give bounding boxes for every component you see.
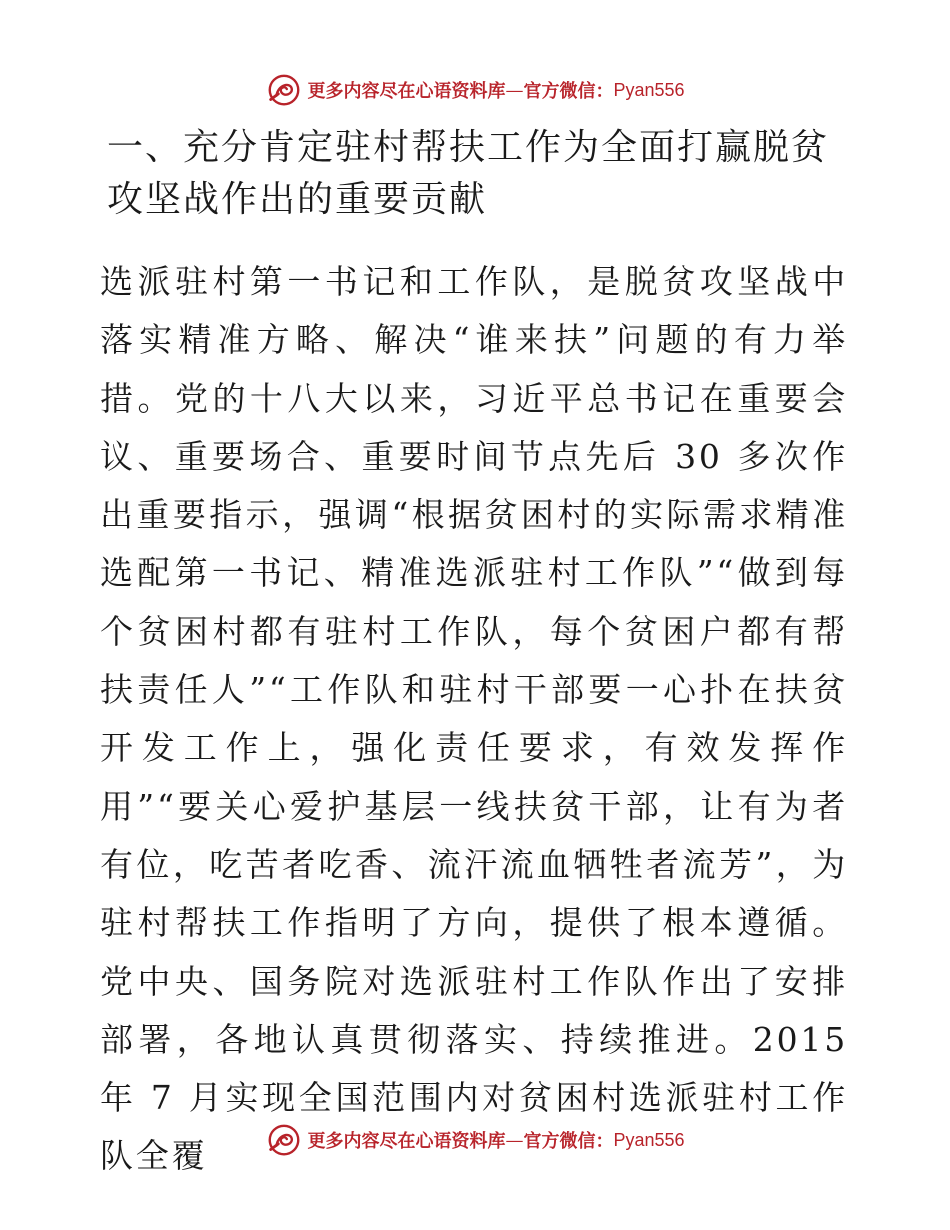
- banner-wechat-label: 官方微信：: [523, 1131, 614, 1152]
- footer-banner: [0, 1118, 950, 1162]
- section-heading: 一、充分肯定驻村帮扶工作为全面打赢脱贫攻坚战作出的重要贡献: [107, 127, 830, 220]
- banner-wechat-id: Pyan556: [613, 79, 685, 100]
- banner-wechat-label: 官方微信：: [523, 81, 614, 102]
- swirl-logo-icon: [265, 1121, 303, 1159]
- banner-wechat-id: Pyan556: [613, 1129, 685, 1150]
- body-paragraph: 选派驻村第一书记和工作队，是脱贫攻坚战中落实精准方略、解决“谁来扶”问题的有力举措。党的十八大以来，习近平总书记在重要会议、重要场合、重要时间节点先后 30 多次作出重要指示，强调“根据贫困村的实际需求精准选配第一书记、精准选派驻村工作队”“做到每个贫困村都有驻村工作队，每个贫困户都有帮扶责任人”“工作队和驻村干部要一心扑在扶贫开发工作上，强化责任要求，有效发挥作用”“要关心爱护基层一线扶贫干部，让有为者有位，吃苦者吃香、流汗流血牺牲者流芳”，为驻村帮扶工作指明了方向，提供了根本遵循。党中央、国务院对选派驻村工作队作出了安排部署，各地认真贯彻落实、持续推进。2015 年 7 月实现全国范围内对贫困村选派驻村工作队全覆: [100, 262, 848, 1176]
- banner-separator: —: [505, 79, 524, 101]
- swirl-logo-icon: [265, 71, 303, 109]
- banner-main-text: 更多内容尽在心语资料库: [307, 1131, 506, 1152]
- banner-main-text: 更多内容尽在心语资料库: [307, 81, 506, 102]
- header-banner: [0, 68, 950, 112]
- banner-separator: —: [505, 1129, 524, 1151]
